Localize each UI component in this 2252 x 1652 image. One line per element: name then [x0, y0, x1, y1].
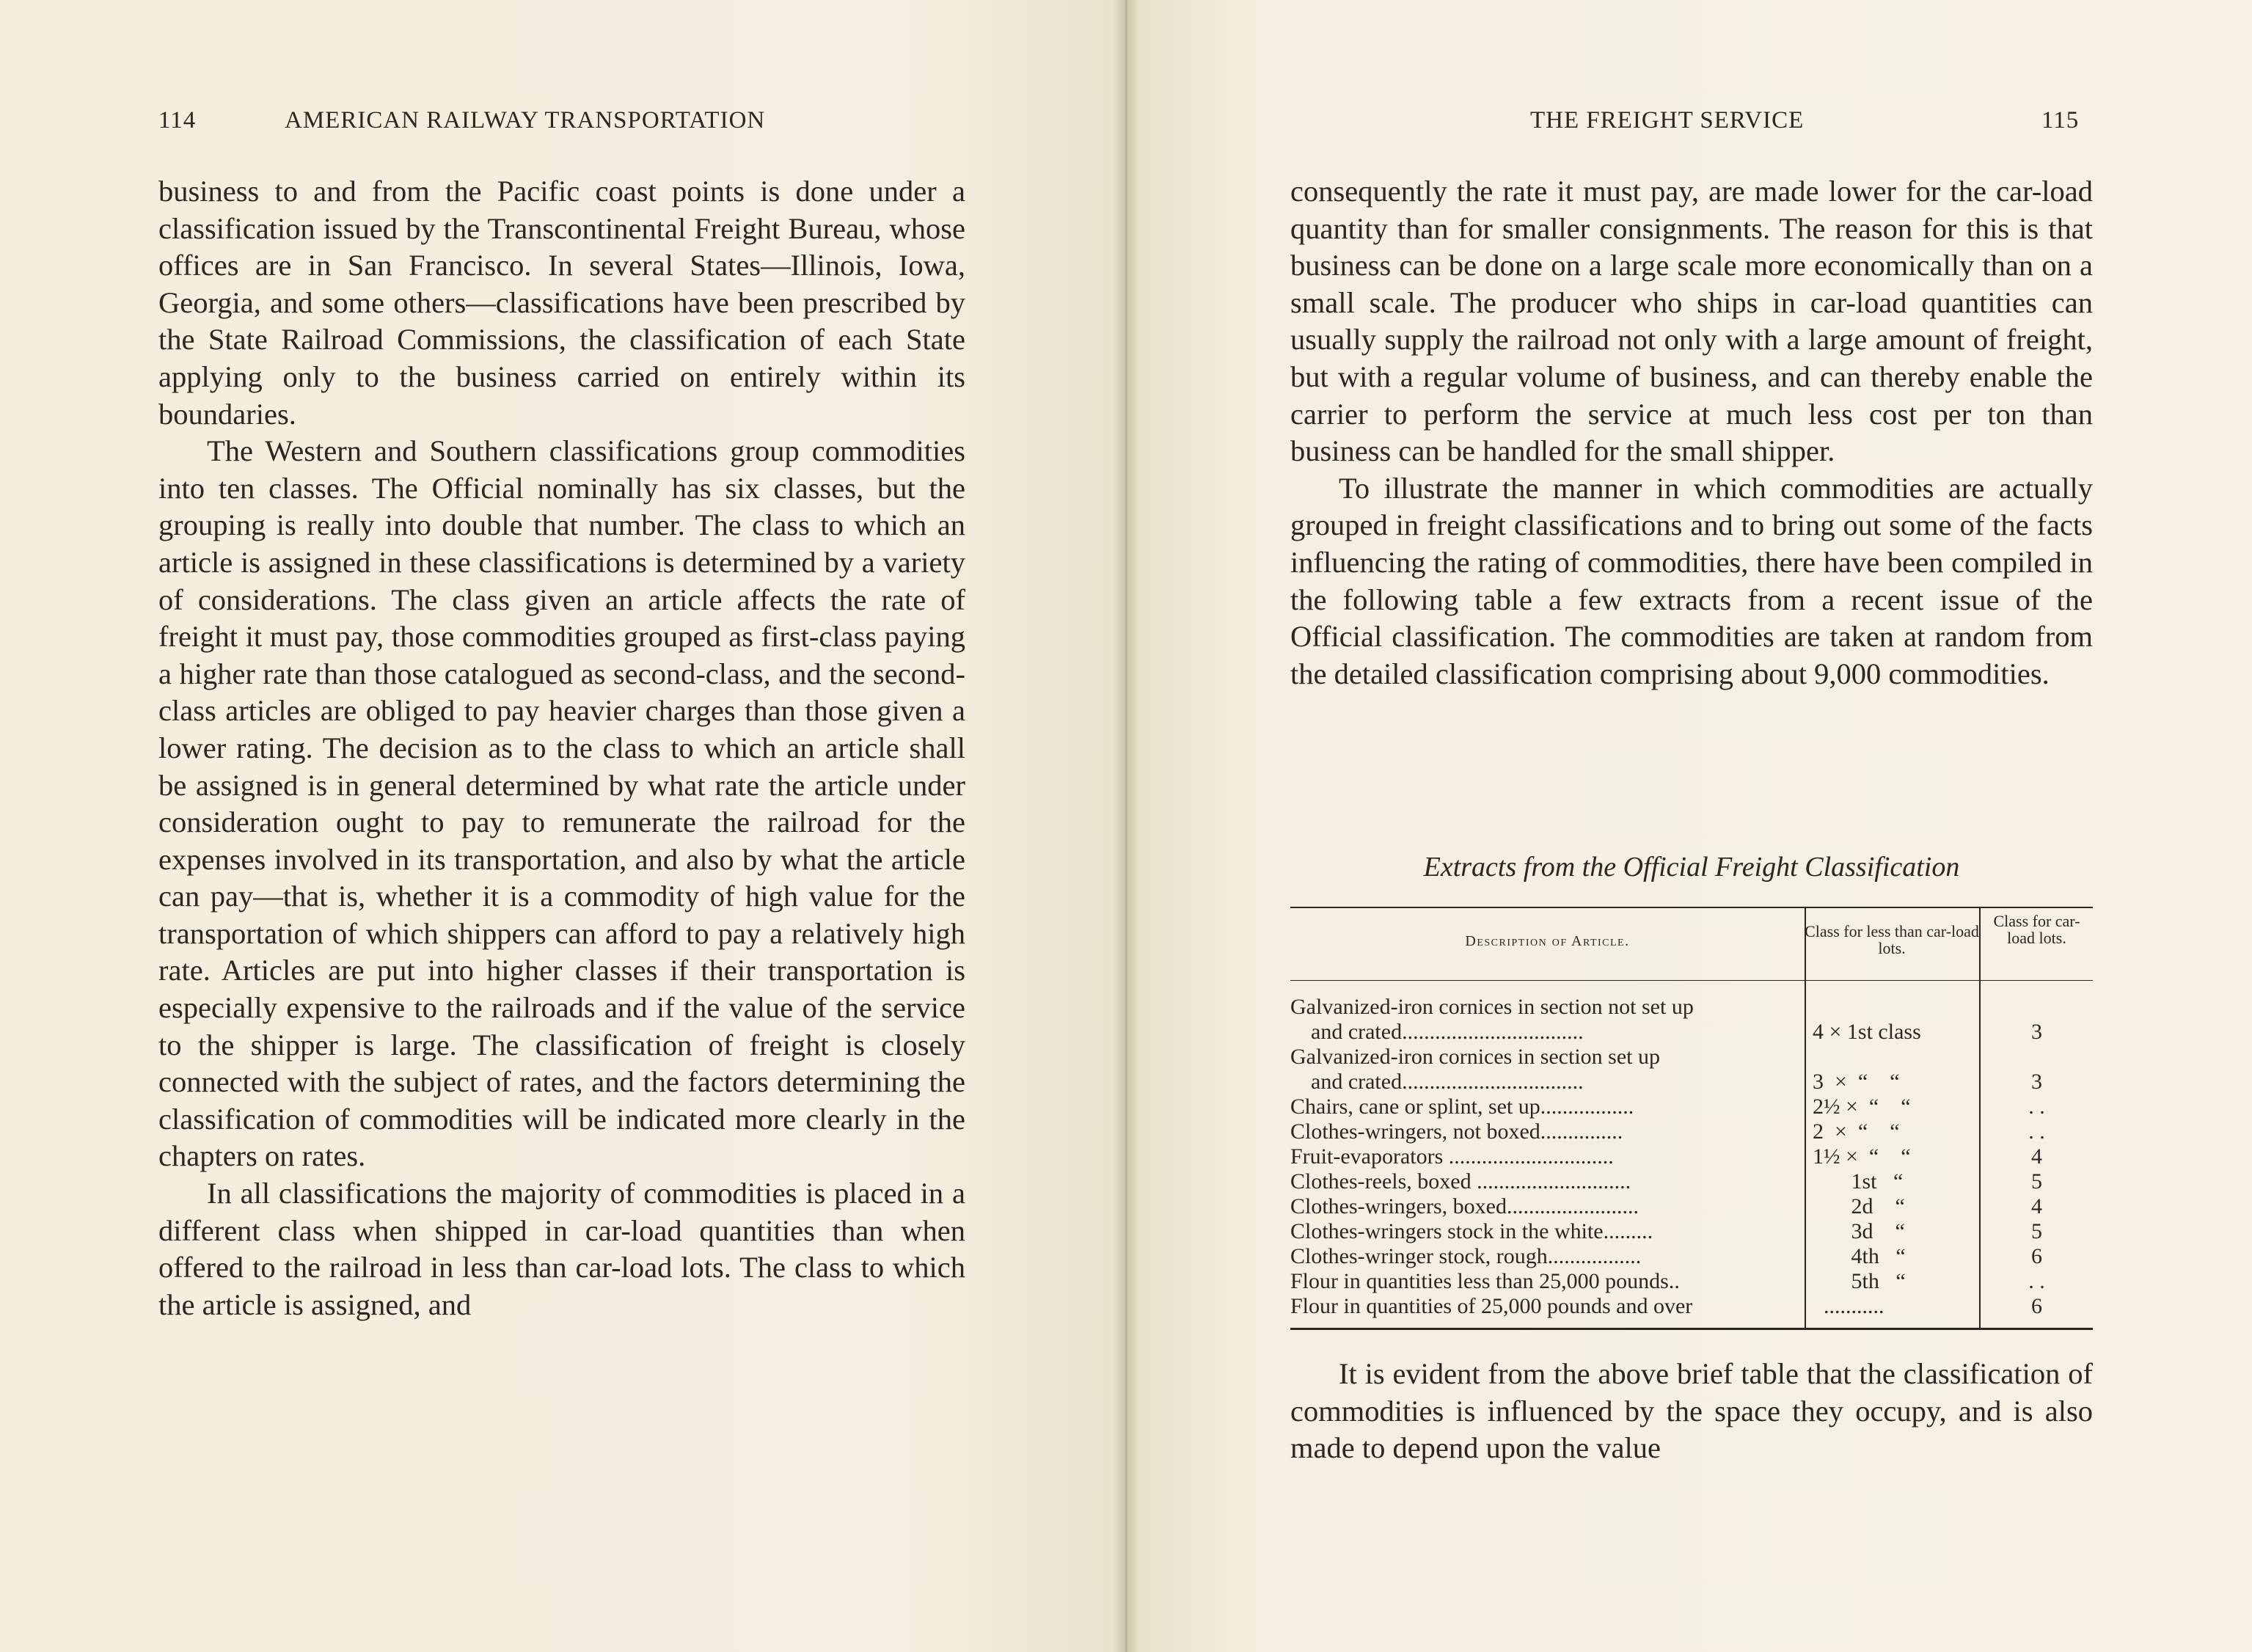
table-row [1290, 1119, 2093, 1144]
row-description: Clothes-wringers stock in the white......... [1290, 1219, 1653, 1243]
table-row [1290, 1294, 2093, 1319]
row-description: Clothes-wringers, boxed........................ [1290, 1194, 1639, 1218]
paragraph: consequently the rate it must pay, are made lower for the car-load quantity than for smaller consignments. The reason for this is that business can be done on a large scale more economically than on a small scale. The producer who ships in car-load quantities can usually supply the railroad not only with a large amount of freight, but with a regular volume of business, and can thereby enable the carrier to perform the service at much less cost per ton than business can be handled for the small shipper. [1290, 175, 2093, 468]
row-lcl-class: 3d “ [1813, 1219, 1905, 1243]
row-description: Galvanized-iron cornices in section not set up [1290, 995, 1694, 1019]
row-description: Galvanized-iron cornices in section set up [1290, 1045, 1660, 1069]
table-row [1290, 1144, 2093, 1169]
table-row [1290, 1045, 2093, 1070]
row-cl-class: 6 [2031, 1294, 2042, 1318]
row-description: Flour in quantities less than 25,000 pounds.. [1290, 1269, 1680, 1293]
right-running-title: THE FREIGHT SERVICE [1530, 107, 1805, 134]
row-lcl-class: 5th “ [1813, 1269, 1906, 1293]
table-row [1290, 1269, 2093, 1294]
row-lcl-class: 1st “ [1813, 1169, 1904, 1194]
book-gutter [1114, 0, 1138, 1652]
row-cl-class: 5 [2031, 1219, 2042, 1243]
left-body-text [158, 173, 965, 1323]
right-body-text [1290, 173, 2093, 692]
table-row [1290, 1020, 2093, 1045]
row-description: and crated................................. [1311, 1070, 1584, 1094]
row-description: and crated................................. [1311, 1020, 1584, 1044]
row-cl-class: . . [2028, 1119, 2045, 1144]
paragraph: The Western and Southern classifications group commodities into ten classes. The Official nominally has six classes, but the grouping is really into double that number. The class to which an article is assigned in these classifications is determined by a variety of considerations. The class given an article affects the rate of freight it must pay, those commodities grouped as first-class paying a higher rate than those catalogued as second-class, and the second-class articles are obliged to pay heavier charges than those given a lower rating. The decision as to the class to which an article shall be assigned is in general determined by what rate the article under consideration ought to pay to remunerate the railroad for the expenses involved in its transportation, and also by what the article can pay—that is, whether it is a commodity of high value for the transportation of which shippers can afford to pay a relatively high rate. Articles are put into higher classes if their transportation is especially expensive to the railroads and if the value of the service to the shipper is large. The classification of freight is closely connected with the subject of rates, and the factors determining the classification of commodities will be indicated more clearly in the chapters on rates. [158, 434, 965, 1173]
closing-text [1290, 1356, 2093, 1467]
paragraph: In all classifications the majority of commodities is placed in a different class when shipped in car-load quantities than when offered to the railroad in less than car-load lots. The class to which the article is assigned, and [158, 1177, 965, 1321]
classification-table [1290, 907, 2093, 1332]
row-lcl-class: ........... [1813, 1294, 1884, 1318]
row-description: Clothes-wringer stock, rough................. [1290, 1244, 1642, 1268]
paragraph: business to and from the Pacific coast points is done under a classification issued by the Transcontinental Freight Bureau, whose offices are in San Francisco. In several States—Illinois, Iowa, Georgia, and some others—classifications have been prescribed by the State Railroad Commissions, the classification of each State applying only to the business carried on entirely within its boundaries. [158, 175, 965, 431]
row-description: Chairs, cane or splint, set up................. [1290, 1094, 1634, 1119]
row-description: Flour in quantities of 25,000 pounds and over [1290, 1294, 1693, 1318]
row-cl-class: 3 [2031, 1020, 2042, 1044]
row-cl-class: 4 [2031, 1194, 2042, 1218]
left-page-number: 114 [158, 107, 197, 134]
row-cl-class: . . [2028, 1094, 2045, 1119]
table-row [1290, 1169, 2093, 1194]
table-caption: Extracts from the Official Freight Classification [1423, 852, 1960, 882]
paragraph: It is evident from the above brief table that the classification of commodities is influenced by the space they occupy, and is also made to depend upon the value [1290, 1357, 2093, 1465]
row-cl-class: 5 [2031, 1169, 2042, 1194]
table-row [1290, 1194, 2093, 1219]
table-top-rule [1290, 907, 2093, 908]
row-lcl-class: 2½ × “ “ [1813, 1094, 1911, 1119]
row-lcl-class: 1½ × “ “ [1813, 1144, 1911, 1169]
row-description: Clothes-wringers, not boxed............... [1290, 1119, 1623, 1144]
table-row [1290, 1219, 2093, 1244]
row-cl-class: 6 [2031, 1244, 2042, 1268]
row-cl-class: 4 [2031, 1144, 2042, 1169]
row-lcl-class: 2d “ [1813, 1194, 1905, 1218]
table-header-rule [1290, 980, 2093, 981]
row-lcl-class: 4th “ [1813, 1244, 1906, 1268]
row-description: Clothes-reels, boxed ............................ [1290, 1169, 1631, 1194]
left-running-title: AMERICAN RAILWAY TRANSPORTATION [285, 107, 766, 134]
table-row [1290, 1094, 2093, 1119]
row-description: Fruit-evaporators .............................. [1290, 1144, 1614, 1169]
table-row [1290, 1244, 2093, 1269]
row-lcl-class: 2 × “ “ [1813, 1119, 1900, 1144]
table-bottom-rule [1290, 1328, 2093, 1330]
row-lcl-class: 4 × 1st class [1813, 1020, 1921, 1044]
row-cl-class: 3 [2031, 1070, 2042, 1094]
header-description: Description of Article. [1465, 933, 1630, 949]
table-row [1290, 995, 2093, 1020]
header-less-than-carload: Class for less than car-load lots. [1805, 922, 1979, 957]
row-cl-class: . . [2028, 1269, 2045, 1293]
header-carload: Class for car-load lots. [1993, 912, 2080, 947]
row-lcl-class: 3 × “ “ [1813, 1070, 1900, 1094]
paragraph: To illustrate the manner in which commodities are actually grouped in freight classifications and to bring out some of the facts influencing the rating of commodities, there have been compiled in the following table a few extracts from a recent issue of the Official classification. The commodities are taken at random from the detailed classification comprising about 9,000 commodities. [1290, 471, 2093, 690]
table-row [1290, 1070, 2093, 1094]
right-page-number: 115 [2041, 107, 2080, 134]
